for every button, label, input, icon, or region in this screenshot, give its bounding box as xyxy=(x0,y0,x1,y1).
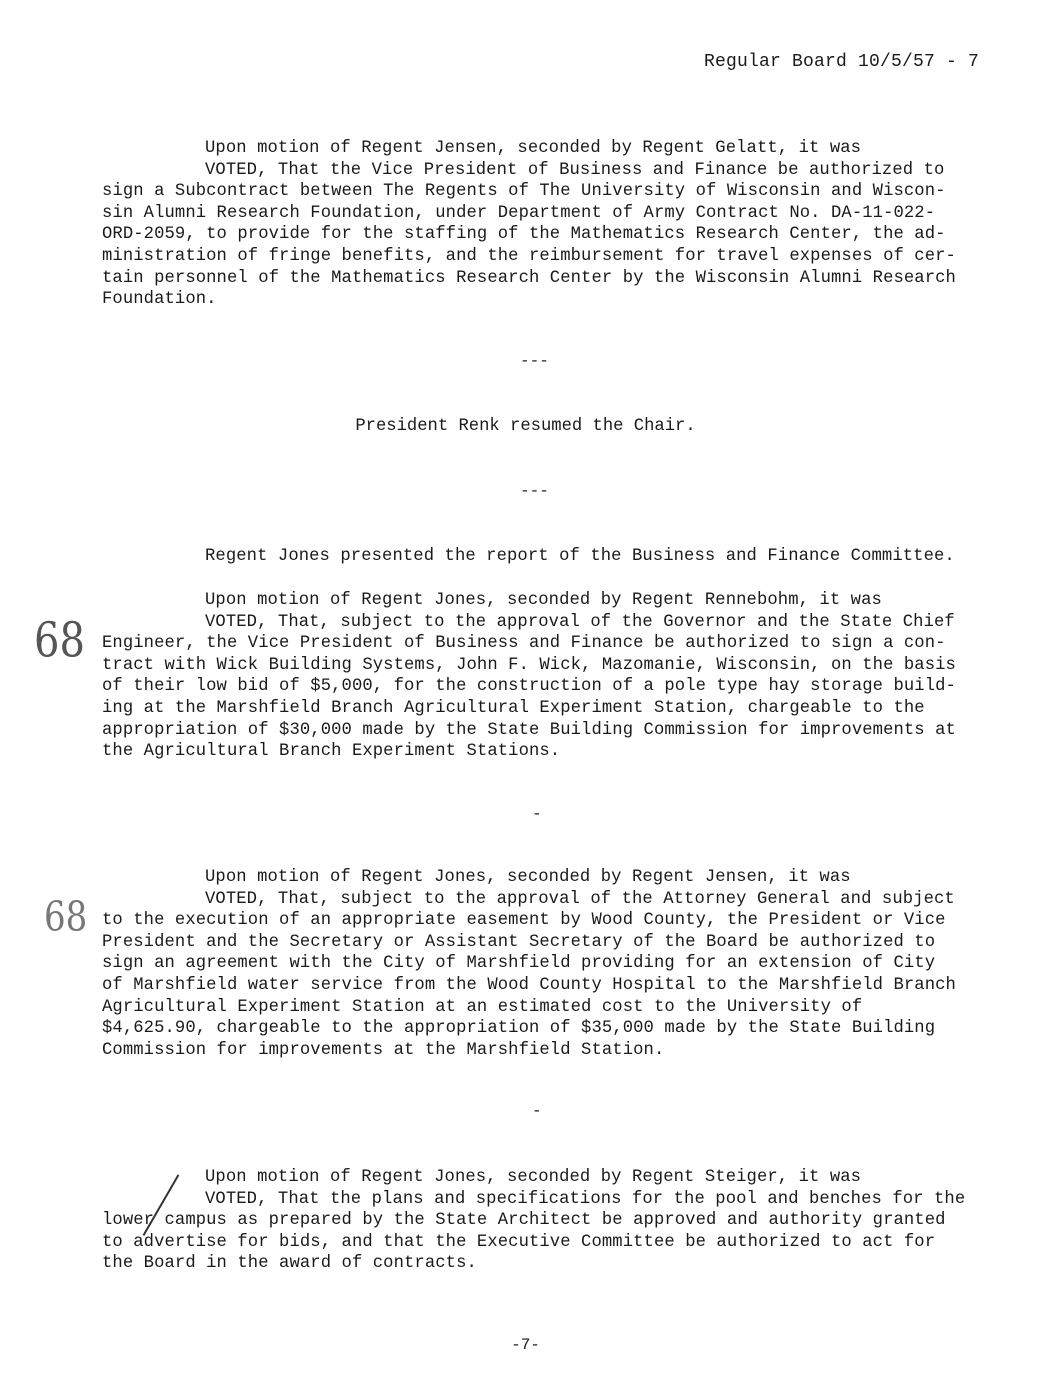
text-line: Agricultural Experiment Station at an estimated cost to the University of xyxy=(102,997,863,1017)
text-line: VOTED, That the Vice President of Business and Finance be authorized to xyxy=(205,160,945,180)
text-line: ministration of fringe benefits, and the reimbursement for travel expenses of cer- xyxy=(102,246,956,266)
text-line: lower campus as prepared by the State Architect be approved and authority granted xyxy=(102,1211,946,1231)
separator: - xyxy=(532,805,542,823)
text-line: Upon motion of Regent Jones, seconded by Regent Rennebohm, it was xyxy=(205,591,882,610)
page-number: -7- xyxy=(511,1336,540,1354)
paragraph-wick-contract xyxy=(102,590,982,763)
text-line: the Agricultural Branch Experiment Stations. xyxy=(102,742,561,762)
handwritten-margin-mark: 68 xyxy=(44,894,88,942)
paragraph-pool-benches xyxy=(102,1167,982,1275)
separator: - xyxy=(532,1102,542,1120)
text-line: Foundation. xyxy=(102,290,217,310)
text-line: sign a Subcontract between The Regents of The University of Wisconsin and Wiscon- xyxy=(102,182,946,202)
text-line: Upon motion of Regent Jensen, seconded by Regent Gelatt, it was xyxy=(205,139,862,158)
paragraph-subcontract xyxy=(102,138,982,311)
text-line: tract with Wick Building Systems, John F. Wick, Mazomanie, Wisconsin, on the basis xyxy=(102,655,956,675)
text-line: $4,625.90, chargeable to the appropriation of $35,000 made by the State Building xyxy=(102,1019,936,1039)
text-line: the Board in the award of contracts. xyxy=(102,1254,477,1274)
page-header: Regular Board 10/5/57 - 7 xyxy=(703,52,979,72)
report-statement xyxy=(102,546,982,568)
text-line: VOTED, That, subject to the approval of the Governor and the State Chief xyxy=(205,612,955,632)
text-line: VOTED, That, subject to the approval of the Attorney General and subject xyxy=(205,889,955,909)
text-line: appropriation of $30,000 made by the State Building Commission for improvements at xyxy=(102,720,956,740)
text-line: President and the Secretary or Assistant Secretary of the Board be authorized to xyxy=(102,932,936,952)
text-line: sin Alumni Research Foundation, under Department of Army Contract No. DA-11-022- xyxy=(102,203,936,223)
text-line: sign an agreement with the City of Marshfield providing for an extension of City xyxy=(102,954,936,974)
handwritten-margin-mark: 68 xyxy=(34,613,85,669)
text-line: Upon motion of Regent Jones, seconded by Regent Steiger, it was xyxy=(205,1168,862,1187)
text-line: of Marshfield water service from the Wood County Hospital to the Marshfield Branch xyxy=(102,975,956,995)
text-line: ORD-2059, to provide for the staffing of the Mathematics Research Center, the ad- xyxy=(102,225,946,245)
text-line: Commission for improvements at the Marshfield Station. xyxy=(102,1040,665,1060)
text-line: tain personnel of the Mathematics Research Center by the Wisconsin Alumni Research xyxy=(102,268,956,288)
text-line: of their low bid of $5,000, for the construction of a pole type hay storage build- xyxy=(102,677,956,697)
paragraph-marshfield-water xyxy=(102,867,982,1061)
text-line: to advertise for bids, and that the Executive Committee be authorized to act for xyxy=(102,1232,936,1252)
text-line: VOTED, That the plans and specifications for the pool and benches for the xyxy=(205,1189,966,1209)
text-line: to the execution of an appropriate easement by Wood County, the President or Vice xyxy=(102,911,946,931)
text-line: Engineer, the Vice President of Business and Finance be authorized to sign a con- xyxy=(102,634,946,654)
text-line: Regent Jones presented the report of the Business and Finance Committee. xyxy=(205,547,955,566)
text-line: ing at the Marshfield Branch Agricultural Experiment Station, chargeable to the xyxy=(102,698,925,718)
separator: --- xyxy=(520,482,549,500)
chair-statement: President Renk resumed the Chair. xyxy=(355,417,696,436)
text-line: Upon motion of Regent Jones, seconded by Regent Jensen, it was xyxy=(205,868,851,887)
separator: --- xyxy=(520,352,549,370)
